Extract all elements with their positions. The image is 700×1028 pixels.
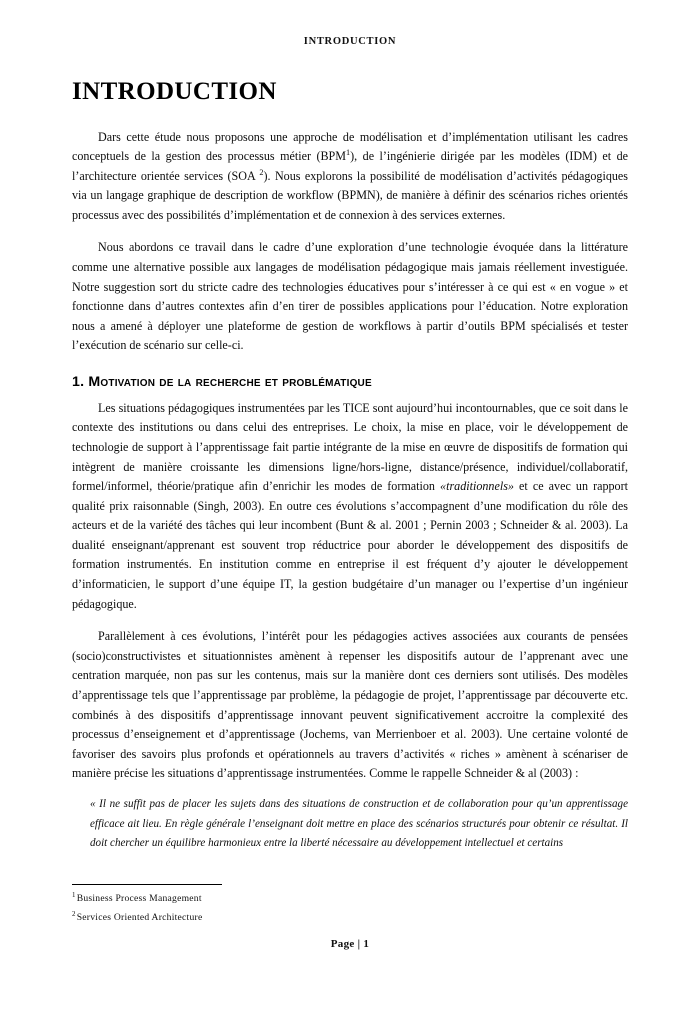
footnote-area — [72, 884, 628, 930]
text-run: ), de l’ingénierie dirigée par les modèles (IDM) et de l’architecture orientée services (SOA — [72, 149, 628, 183]
footnote-ref[interactable]: 1 — [346, 148, 351, 158]
page-title: INTRODUCTION — [72, 78, 277, 105]
footnote-ref[interactable]: 2 — [259, 167, 264, 177]
text-run: Les situations pédagogiques instrumentées par les TICE sont aujourd’hui incontournables, que ce soit dans le contexte des institutions ou dans celui des entreprises. Le choix, la mise en place, voir le développement de technologie de support à l’apprentissage fait partie intégrante de la mise en œuvre de dispositifs de formation qui intègrent de manière croissante les dimensions ligne/hors-ligne, distance/présence, individuel/collaboratif, formel/informel, théorie/pratique afin d’enrichir les modes de formation — [72, 400, 628, 494]
emphasis-text: «traditionnels» — [440, 479, 514, 494]
paragraph-section-2: Parallèlement à ces évolutions, l’intérêt pour les pédagogies actives associées aux courants de pensées (socio)constructivistes et situationnistes amènent à repenser les dispositifs autour de l’apprenant avec une centration marquée, non pas sur les contenus, mais sur la manière dont ces derniers sont utilisés. Des modèles d’apprentissage tels que l’apprentissage par problème, la pédagogie de projet, l’apprentissage par découverte etc. combinés à des dispositifs d’apprentissage innovant peuvent significativement accroitre la complexité des processus d’enseignement et d’apprentissage (Jochems, van Merrienboer et al. 2003). Une certaine volonté de favoriser des savoirs plus profonds et opérationnels au travers d’activités « riches » amènent à scénariser de manière précise les situations d’apprentissage instrumentées. Comme le rappelle Schneider & al (2003) : — [72, 629, 628, 781]
section-number: 1. — [72, 373, 85, 390]
text-run: et ce avec un rapport qualité prix raisonnable (Singh, 2003). En outre ces évolutions s’accompagnent d’une modification du rôle des acteurs et de la variété des tâches qui leur incombent (Bunt & al. 2001 ; Pernin 2003 ; Schneider & al. 2003). La dualité enseignant/apprenant est souvent trop réductrice pour aborder le développement des dispositifs de formation instrumentés. En institution comme en entreprise il est fréquent d’y ajouter le développement d’informaticien, le support d’une équipe IT, la gestion budgétaire d’un manager ou l’expertise d’un ingénieur pédagogique. — [72, 479, 628, 611]
footnote-text: Business Process Management — [76, 893, 202, 904]
section-heading — [72, 374, 628, 390]
paragraph-intro-2: Nous abordons ce travail dans le cadre d’une exploration d’une technologie évoquée dans la littérature comme une alternative possible aux langages de modélisation pédagogique mais jamais réellement investiguée. Notre suggestion sort du stricte cadre des technologies éducatives pour s’intéresser à ce qui est « en vogue » et fonctionne dans d’autres contextes afin d’en tirer de possibles applications pour l’éducation. Notre exploration nous a amené à déployer une plateforme de gestion de workflows à partir d’outils BPM spécialisés et tester l’exécution de scénario sur celle-ci. — [72, 240, 628, 353]
footnote-separator — [72, 884, 222, 885]
text-run: ). Nous explorons la possibilité de modélisation d’activités pédagogiques via un langage graphique de description de workflow (BPMN), de manière à définir des scénarios riches orientés processus avec des possibilités d’implémentation et de connexion à des services externes. — [72, 168, 628, 222]
footnote-item — [72, 892, 628, 907]
paragraph-intro-1 — [72, 128, 628, 226]
paragraph-section-1 — [72, 399, 628, 614]
footnote-marker: 2 — [72, 910, 76, 918]
block-quote: « Il ne suffit pas de placer les sujets dans des situations de construction et de collaboration pour qu’un apprentissage efficace ait lieu. En règle générale l’enseignant doit mettre en place des scénarios structurés pour obtenir ce résultat. Il doit chercher un équilibre harmonieux entre la liberté nécessaire au développement intellectuel et certains — [90, 797, 628, 850]
footnote-marker: 1 — [72, 891, 76, 899]
page-number-footer: Page | 1 — [330, 938, 370, 950]
page-content — [72, 78, 628, 854]
running-header: INTRODUCTION — [303, 36, 397, 47]
footnote-item — [72, 911, 628, 926]
text-run: Dars cette étude nous proposons une approche de modélisation et d’implémentation utilisant les cadres conceptuels de la gestion des processus métier (BPM — [72, 129, 628, 164]
section-title: Motivation de la recherche et problématique — [88, 373, 372, 390]
footnote-text: Services Oriented Architecture — [76, 911, 203, 923]
